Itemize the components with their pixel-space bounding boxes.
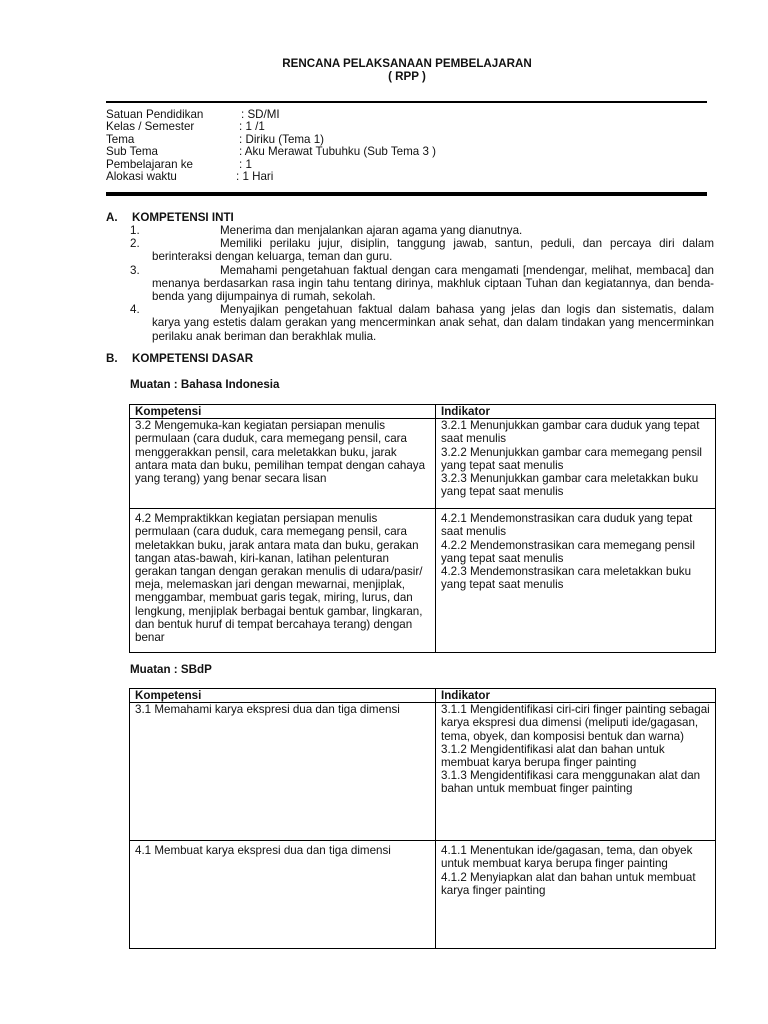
table-header-row — [130, 689, 716, 703]
muatan-bahasa-indonesia-heading: Muatan : Bahasa Indonesia — [130, 378, 280, 391]
section-b-title: KOMPETENSI DASAR — [132, 352, 254, 365]
identity-value: : 1 /1 — [239, 120, 265, 134]
indikator-cell — [436, 419, 716, 509]
list-item-number: 1. — [130, 224, 140, 237]
indikator-item: 3.1.1 Mengidentifikasi ciri-ciri finger painting sebagai karya ekspresi dua dimensi (meliputi ide/gagasan, tema, obyek, dan komposisi bentuk dan warna) — [441, 703, 710, 743]
indikator-item: 4.2.2 Mendemonstrasikan cara memegang pensil yang tepat saat menulis — [441, 538, 695, 565]
kompetensi-cell — [130, 841, 436, 949]
identity-label: Alokasi waktu — [106, 169, 177, 183]
identity-value: : Aku Merawat Tubuhku (Sub Tema 3 ) — [239, 145, 436, 159]
identity-row — [106, 145, 706, 157]
identity-label: Tema — [106, 132, 135, 146]
indikator-item: 3.2.3 Menunjukkan gambar cara meletakkan buku yang tepat saat menulis — [441, 472, 699, 499]
section-b-letter: B. — [106, 352, 118, 365]
identity-row — [106, 158, 706, 170]
kompetensi-cell — [130, 703, 436, 841]
identity-row — [106, 108, 706, 120]
document-title: RENCANA PELAKSANAAN PEMBELAJARAN — [282, 57, 532, 70]
kompetensi-cell — [130, 419, 436, 509]
table-row — [130, 509, 716, 653]
list-item-number: 4. — [130, 303, 140, 317]
indikator-cell — [436, 841, 716, 949]
indikator-item: 4.1.1 Menentukan ide/gagasan, tema, dan obyek untuk membuat karya berupa finger painting — [441, 844, 693, 871]
section-a-title: KOMPETENSI INTI — [132, 211, 234, 224]
list-item — [130, 237, 714, 263]
column-header-indikator: Indikator — [436, 689, 716, 703]
kompetensi-inti-list — [130, 224, 714, 343]
list-item-text: Menyajikan pengetahuan faktual dalam bahasa yang jelas dan logis dan sistematis, dalam karya yang estetis dalam gerakan yang mencerminkan anak sehat, dan dalam tindakan yang mencerminkan perilaku anak beriman dan berakhlak mulia. — [152, 303, 714, 343]
list-item-number: 3. — [130, 263, 140, 277]
identity-label: Pembelajaran ke — [106, 157, 194, 171]
indikator-item: 3.1.3 Mengidentifikasi cara menggunakan alat dan bahan untuk membuat finger painting — [441, 769, 701, 796]
indikator-item: 3.1.2 Mengidentifikasi alat dan bahan untuk membuat karya berupa finger painting — [441, 742, 665, 770]
indikator-cell — [436, 509, 716, 653]
table-row — [130, 419, 716, 509]
indikator-item: 3.2.1 Menunjukkan gambar cara duduk yang tepat saat menulis — [441, 419, 700, 446]
identity-row — [106, 133, 706, 145]
kompetensi-text: 3.1 Memahami karya ekspresi dua dan tiga dimensi — [135, 703, 400, 717]
document-subtitle: ( RPP ) — [388, 70, 426, 83]
list-item — [130, 224, 714, 237]
list-item-number: 2. — [130, 237, 140, 251]
table-row — [130, 703, 716, 841]
indikator-cell — [436, 703, 716, 841]
table-row — [130, 841, 716, 949]
identity-value: : Diriku (Tema 1) — [239, 132, 325, 146]
muatan-sbdp-heading: Muatan : SBdP — [130, 663, 212, 676]
identity-row — [106, 120, 706, 132]
kompetensi-table-bahasa-indonesia — [129, 404, 716, 653]
list-item-text: Memahami pengetahuan faktual dengan cara mengamati [mendengar, melihat, membaca] dan menanya berdasarkan rasa ingin tahu tentang dirinya, makhluk ciptaan Tuhan dan kegiatannya, dan benda-benda yang dijumpainya di rumah, sekolah. — [152, 263, 714, 304]
section-b-heading — [106, 352, 253, 365]
indikator-item: 3.2.2 Menunjukkan gambar cara memegang pensil yang tepat saat menulis — [441, 445, 703, 472]
column-header-indikator: Indikator — [436, 405, 716, 419]
section-a-letter: A. — [106, 211, 118, 224]
identity-value: : SD/MI — [241, 108, 280, 121]
list-item — [130, 264, 714, 304]
column-header-kompetensi: Kompetensi — [130, 405, 436, 419]
list-item — [130, 303, 714, 343]
kompetensi-text: 4.1 Membuat karya ekspresi dua dan tiga dimensi — [135, 844, 391, 858]
identity-value: : 1 Hari — [236, 169, 274, 183]
identity-label: Sub Tema — [106, 145, 158, 159]
identity-row — [106, 170, 706, 182]
indikator-item: 4.2.3 Mendemonstrasikan cara meletakkan buku yang tepat saat menulis — [441, 565, 692, 592]
identity-block — [106, 108, 706, 182]
indikator-item: 4.1.2 Menyiapkan alat dan bahan untuk membuat karya finger painting — [441, 870, 696, 897]
indikator-item: 4.2.1 Mendemonstrasikan cara duduk yang tepat saat menulis — [441, 512, 693, 539]
identity-value: : 1 — [239, 157, 252, 171]
identity-label: Satuan Pendidikan — [106, 108, 204, 121]
list-item-text: Menerima dan menjalankan ajaran agama yang dianutnya. — [220, 224, 523, 237]
list-item-text: Memiliki perilaku jujur, disiplin, tanggung jawab, santun, peduli, dan percaya diri dalam berinteraksi dengan keluarga, teman dan guru. — [152, 237, 714, 264]
section-a-heading — [106, 211, 234, 224]
kompetensi-text: 3.2 Mengemuka-kan kegiatan persiapan menulis permulaan (cara duduk, cara memegang pensil, cara menggerakkan pensil, cara meletakkan buku, jarak antara mata dan buku, pemilihan tempat dengan cahaya yang terang) yang benar secara lisan — [135, 419, 426, 486]
top-divider — [106, 101, 707, 103]
kompetensi-text: 4.2 Mempraktikkan kegiatan persiapan menulis permulaan (cara duduk, cara memegang pensil, cara meletakkan buku, jarak antara mata dan buku, gerakan tangan atas-bawah, kiri-kanan, latihan pelenturan gerakan tangan dengan gerakan menulis di udara/pasir/ meja, melemaskan jari dengan mewarnai, menjiplak, menggambar, membuat garis tegak, miring, lurus, dan lengkung, menjiplak berbagai bentuk gambar, lingkaran, dan bentuk huruf di tempat bercahaya terang) dengan benar — [135, 512, 423, 645]
identity-divider — [106, 192, 707, 196]
identity-label: Kelas / Semester — [106, 120, 195, 134]
column-header-kompetensi: Kompetensi — [130, 689, 436, 703]
kompetensi-table-sbdp — [129, 688, 716, 949]
kompetensi-cell — [130, 509, 436, 653]
table-header-row — [130, 405, 716, 419]
